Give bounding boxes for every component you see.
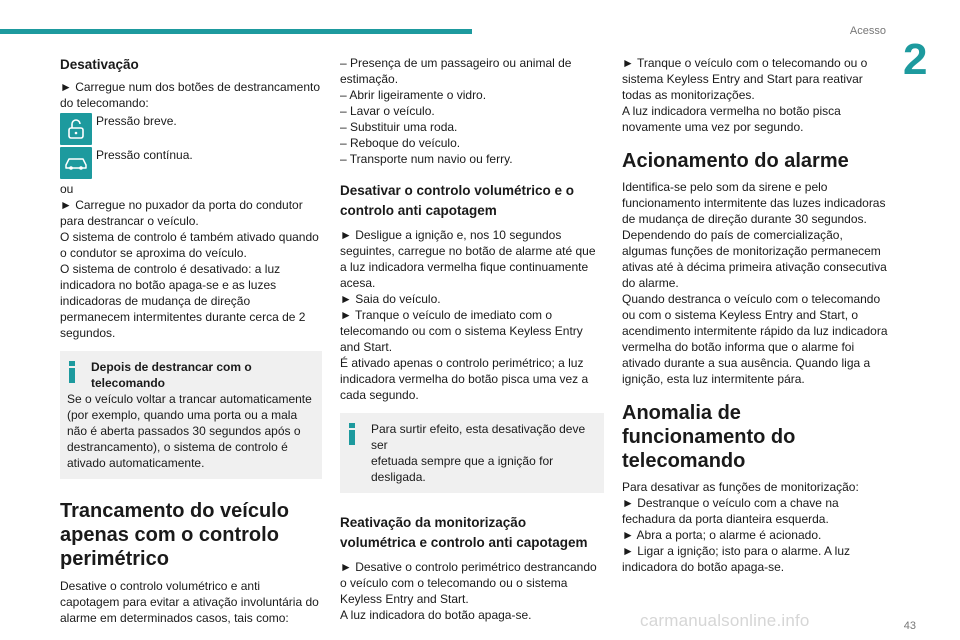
paragraph: Para desativar as funções de monitorização:: [622, 480, 859, 494]
paragraph: ► Saia do veículo.: [340, 292, 441, 306]
paragraph: ► Desative o controlo perimétrico destrancando o veículo com o telecomando ou o sistema Keyless Entry and Start.: [340, 560, 597, 606]
paragraph: Desative o controlo volumétrico e anti capotagem para evitar a ativação involuntária do alarme em determinados casos, tais como:: [60, 579, 319, 625]
chapter-number: 2: [903, 35, 928, 84]
heading-reactivation: Reativação da monitorização volumétrica e controlo anti capotagem: [340, 515, 588, 550]
column-1: [60, 55, 322, 626]
paragraph: ► Abra a porta; o alarme é acionado.: [622, 528, 822, 542]
paragraph: Dependendo do país de comercialização, algumas funções de monitorização permanecem ativas até à décima primeira ativação consecutiva do alarme.: [622, 228, 887, 290]
section-title: Acesso: [849, 25, 886, 37]
paragraph: ► Ligar a ignição; isto para o alarme. A luz indicadora do botão apaga-se.: [622, 544, 850, 574]
list-item: – Reboque do veículo.: [340, 136, 461, 150]
info-body: efetuada sempre que a ignição for desligada.: [371, 454, 554, 484]
heading-deactivation: Desativação: [60, 57, 139, 72]
list-item: – Transporte num navio ou ferry.: [340, 152, 513, 166]
paragraph: Identifica-se pelo som da sirene e pelo funcionamento intermitente das luzes indicadoras de mudança de direção durante 30 segundos.: [622, 180, 886, 226]
list-item: – Substituir uma roda.: [340, 120, 458, 134]
icon-row-short: [60, 113, 322, 145]
info-box: [340, 413, 604, 493]
icon-row-long: [60, 147, 322, 179]
unlock-icon: [60, 113, 92, 145]
list-item: – Presença de um passageiro ou animal de estimação.: [340, 56, 572, 86]
press-long-label: Pressão contínua.: [96, 148, 193, 162]
info-body: Se o veículo voltar a trancar automaticamente (por exemplo, quando uma porta ou a mala não é aberta passados 30 segundos após o destrancamento), o sistema de controlo é ativado automaticamente.: [67, 392, 312, 470]
car-unlock-icon: [60, 147, 92, 179]
paragraph: Quando destranca o veículo com o telecomando ou com o sistema Keyless Entry and Start, o acendimento intermitente rápido da luz indicadora vermelha do botão informa que o alarme foi ativado durante a sua ausência. Quando liga a ignição, esta luz intermitente pára.: [622, 292, 888, 386]
paragraph: O sistema de controlo é também ativado quando o condutor se aproxima do veículo.: [60, 230, 319, 260]
info-icon: [347, 423, 357, 445]
heading-lock-perimeter: Trancamento do veículo apenas com o controlo perimétrico: [60, 500, 289, 570]
info-box: [60, 351, 322, 479]
watermark: carmanualsonline.info: [640, 611, 810, 630]
paragraph: O sistema de controlo é desativado: a luz indicadora no botão apaga-se e as luzes indicadoras de mudança de direção permanecem intermitentes durante cerca de 2 segundos.: [60, 262, 306, 340]
paragraph: ► Carregue no puxador da porta do condutor para destrancar o veículo.: [60, 198, 303, 228]
page-number: 43: [903, 620, 916, 632]
info-icon: [67, 361, 77, 383]
heading-remote-fault: Anomalia de funcionamento do telecomando: [622, 402, 796, 472]
info-lead: Para surtir efeito, esta desativação deve ser: [371, 422, 586, 452]
paragraph: ► Desligue a ignição e, nos 10 segundos seguintes, carregue no botão de alarme até que a luz indicadora vermelha fique continuamente acesa.: [340, 228, 596, 290]
list-item: – Lavar o veículo.: [340, 104, 435, 118]
paragraph: A luz indicadora vermelha no botão pisca novamente uma vez por segundo.: [622, 104, 841, 134]
heading-alarm-trigger: Acionamento do alarme: [622, 150, 849, 172]
paragraph: ou: [60, 182, 74, 196]
paragraph: ► Destranque o veículo com a chave na fechadura da porta dianteira esquerda.: [622, 496, 839, 526]
header-accent-bar: [0, 29, 472, 34]
paragraph: ► Tranque o veículo com o telecomando ou o sistema Keyless Entry and Start para reativar todas as monitorizações.: [622, 56, 868, 102]
paragraph: ► Carregue num dos botões de destrancamento do telecomando:: [60, 80, 321, 110]
column-3: [622, 55, 888, 575]
list-item: – Abrir ligeiramente o vidro.: [340, 88, 487, 102]
heading-deactivate-volumetric: Desativar o controlo volumétrico e o controlo anti capotagem: [340, 183, 575, 218]
column-2: [340, 55, 604, 623]
paragraph: É ativado apenas o controlo perimétrico; a luz indicadora vermelha do botão pisca uma vez a cada segundo.: [340, 356, 589, 402]
paragraph: ► Tranque o veículo de imediato com o telecomando ou com o sistema Keyless Entry and Start.: [340, 308, 583, 354]
press-short-label: Pressão breve.: [96, 114, 177, 128]
info-title: Depois de destrancar com o telecomando: [91, 360, 252, 390]
paragraph: A luz indicadora do botão apaga-se.: [340, 608, 532, 622]
